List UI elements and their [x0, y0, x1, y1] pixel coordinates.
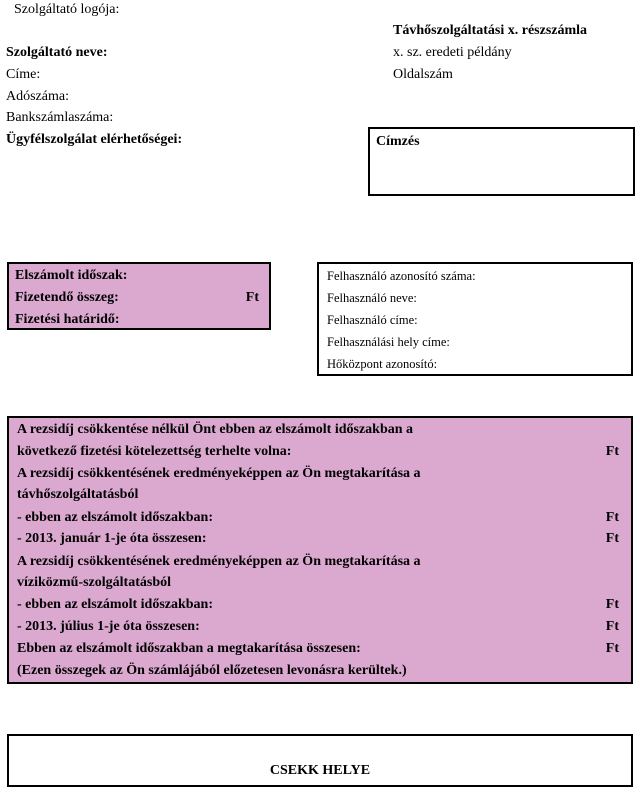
savings-unit-3: Ft [605, 510, 619, 525]
savings-line4: - 2013. január 1-je óta összesen: [17, 531, 207, 546]
check-placeholder-label: CSEKK HELYE [269, 763, 371, 778]
address-box [368, 127, 635, 196]
savings-line6: - ebben az elszámolt időszakban: [17, 597, 213, 612]
savings-unit-4: Ft [605, 531, 619, 546]
provider-logo-label: Szolgáltató logója: [14, 2, 120, 17]
provider-name-label: Szolgáltató neve: [6, 45, 108, 60]
savings-unit-8: Ft [605, 641, 619, 656]
savings-line2b: távhőszolgáltatásból [17, 487, 139, 502]
copy-label: x. sz. eredeti példány [393, 45, 512, 60]
user-id-label: Felhasználó azonosító száma: [327, 269, 476, 283]
billing-period-row [15, 266, 263, 286]
check-placeholder-box [7, 734, 633, 787]
savings-line2a: A rezsidíj csökkentésének eredményeképpen az Ön megtakarítása a [17, 466, 421, 481]
user-site-label: Felhasználási hely címe: [327, 335, 450, 349]
provider-contact-label: Ügyfélszolgálat elérhetőségei: [6, 132, 183, 147]
savings-row-3 [17, 508, 623, 528]
savings-row-1 [17, 442, 623, 462]
savings-row-4 [17, 529, 623, 549]
savings-line3: - ebben az elszámolt időszakban: [17, 510, 213, 525]
savings-unit-1: Ft [605, 444, 619, 459]
page-number-label: Oldalszám [393, 67, 453, 82]
billing-summary-box [7, 262, 271, 330]
heat-center-label: Hőközpont azonosító: [327, 357, 438, 371]
savings-line8: Ebben az elszámolt időszakban a megtakarítása összesen: [17, 641, 361, 656]
savings-row-7 [17, 617, 623, 637]
user-name-label: Felhasználó neve: [327, 291, 417, 305]
user-address-label: Felhasználó címe: [327, 313, 418, 327]
savings-unit-7: Ft [605, 619, 619, 634]
savings-line5b: víziközmű-szolgáltatásból [17, 575, 171, 590]
savings-line5a: A rezsidíj csökkentésének eredményeképpen az Ön megtakarítása a [17, 554, 421, 569]
billing-amount-unit: Ft [245, 290, 259, 305]
user-info-box [317, 262, 633, 376]
savings-box [7, 416, 633, 684]
provider-tax-label: Adószáma: [6, 89, 69, 104]
savings-line9: (Ezen összegek az Ön számlájából előzetesen levonásra kerültek.) [17, 663, 407, 678]
savings-row-6 [17, 595, 623, 615]
savings-line1a: A rezsidíj csökkentése nélkül Önt ebben az elszámolt időszakban a [17, 422, 414, 437]
savings-line1b: következő fizetési kötelezettség terhelte volna: [17, 444, 292, 459]
provider-address-label: Címe: [6, 67, 41, 82]
invoice-title: Távhőszolgáltatási x. részszámla [393, 23, 588, 38]
billing-deadline-label: Fizetési határidő: [15, 312, 120, 327]
billing-period-label: Elszámolt időszak: [15, 268, 128, 283]
savings-row-8 [17, 639, 623, 659]
savings-line7: - 2013. július 1-je óta összesen: [17, 619, 200, 634]
savings-unit-6: Ft [605, 597, 619, 612]
billing-amount-label: Fizetendő összeg: [15, 290, 119, 305]
billing-amount-row [15, 288, 263, 308]
billing-deadline-row [15, 310, 263, 330]
provider-bank-label: Bankszámlaszáma: [6, 110, 114, 125]
address-box-title: Címzés [376, 134, 420, 149]
